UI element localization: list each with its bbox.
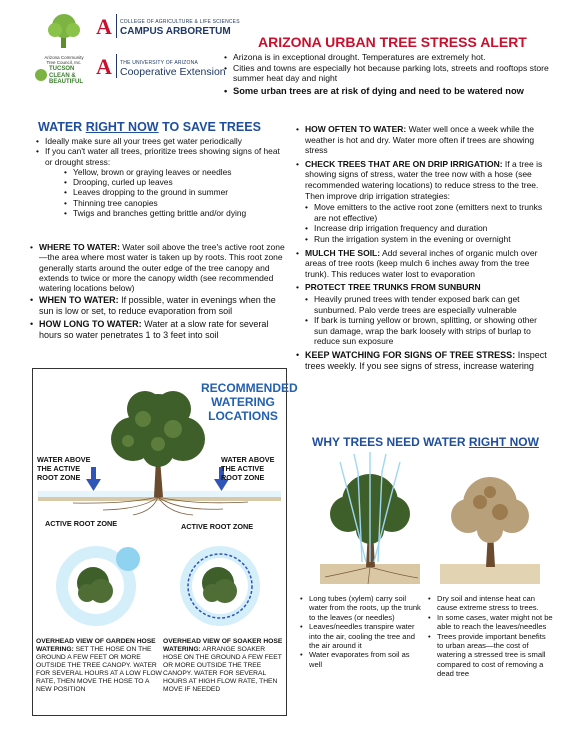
extension-small: THE UNIVERSITY OF ARIZONA [120,60,198,66]
arboretum-small: COLLEGE OF AGRICULTURE & LIFE SCIENCES [120,19,240,25]
stress-sign: • Twigs and branches getting brittle and/or dying [64,208,286,218]
how-often-item: • HOW OFTEN TO WATER: Water well once a week while the weather is hot and dry. Water more often if trees are showing stress [296,124,552,156]
stress-sign: • Drooping, curled up leaves [64,177,286,187]
extension-logo [96,52,226,80]
tree-council-name: Arizona Community Tree Council, Inc. [44,55,84,65]
water-now-item: • Ideally make sure all your trees get water periodically [36,136,286,146]
where-to-water: • WHERE TO WATER: Water soil above the tree's active root zone—the area where most water is taken up by roots. This root zone generally starts around the outer edge of the tree canopy and extends to twice or more the canopy width (see recommended watering locations below) [30,242,288,293]
arboretum-big: CAMPUS ARBORETUM [120,26,231,37]
why-title: WHY TREES NEED WATER RIGHT NOW [312,435,539,449]
right-col-list [296,124,552,372]
water-above-right: WATER ABOVE THE ACTIVE ROOT ZONE [221,455,275,482]
diagram-title: RECOMMENDED WATERING LOCATIONS [201,381,298,423]
protect-sub-item: • If bark is turning yellow or brown, splitting, or showing other sun damage, wrap the bark loosely with strips of burlap to reduce sun exposure [305,315,552,347]
why-right-list [428,594,554,679]
why-right-item: • Trees provide important benefits to urban areas—the cost of watering a stressed tree is small compared to cost of removing a dead tree [428,632,554,679]
when-to-water: • WHEN TO WATER: If possible, water in evenings when the sun is low or set, to reduce evaporation from soil [30,295,288,317]
stressed-tree [440,477,540,584]
protect-item: • PROTECT TREE TRUNKS FROM SUNBURN • Heavily pruned trees with tender exposed bark can get sunburned. Palo verde trees are especially vulnerable • If bark is turning yellow or brown, splitting, or showing other sun damage, wrap the bark loosely with strips of burlap to reduce sun exposure [296,282,552,347]
arboretum-logo [96,14,240,40]
water-now-title: WATER RIGHT NOW TO SAVE TREES [38,120,261,134]
tcb-line1: TUCSON [49,66,75,72]
soaker-hose-overhead [180,546,260,626]
root-zone-right: ACTIVE ROOT ZONE [181,522,254,531]
tree-council-logo [40,12,88,64]
how-to-water-list [30,242,288,341]
tcb-line2: CLEAN & [49,72,76,79]
drip-item: • CHECK TREES THAT ARE ON DRIP IRRIGATION: If a tree is showing signs of stress, water the tree now with a hose (see recommended watering locations) to reduce stress to the tree. Then improve drip irrigation strategies: • Move emitters to the active root zone (emitters next to trunks are not effective) • Increase drip irrigation frequency and duration • Run the irrigation system in the evening or overnight [296,159,552,245]
garden-hose-overhead [56,546,140,626]
mulch-item: • MULCH THE SOIL: Add several inches of organic mulch over areas of tree roots (keep mulch 6 inches away from the tree trunk). This reduces water lost to evaporation [296,248,552,280]
intro-item: • Cities and towns are especially hot because parking lots, streets and rooftops store summer heat day and night [224,63,554,84]
intro-list [224,52,554,96]
why-left-list [300,594,422,669]
stress-sign: • Leaves dropping to the ground in summer [64,187,286,197]
tree-logo-icon [40,12,88,50]
extension-big: Cooperative Extension [120,66,226,78]
root-zone-left: ACTIVE ROOT ZONE [45,519,118,528]
stress-sign: • Thinning tree canopies [64,198,286,208]
ua-a-icon-2: A [96,54,112,79]
water-above-left: WATER ABOVE THE ACTIVE ROOT ZONE [37,455,91,482]
drip-sub-item: • Move emitters to the active root zone (emitters next to trunks are not effective) [305,202,552,223]
stress-sign: • Yellow, brown or graying leaves or needles [64,167,286,177]
drip-sub-item: • Run the irrigation system in the evening or overnight [305,234,552,245]
why-left-item: • Leaves/needles transpire water into the air, cooling the tree and the air around it [300,622,422,650]
tcb-line3: BEAUTIFUL [49,79,83,85]
garden-hose-caption: OVERHEAD VIEW OF GARDEN HOSE WATERING: SET THE HOSE ON THE GROUND A FEW FEET OR MORE OUTSIDE THE TREE CANOPY. WATER FOR SEVERAL HOURS AT A LOW FLOW RATE, THEN MOVE THE HOSE TO A NEW POSITION [36,638,162,693]
water-now-item: • If you can't water all trees, prioritize trees showing signs of heat or drought stress: [36,146,286,167]
healthy-tree [320,452,420,584]
why-left-item: • Long tubes (xylem) carry soil water from the roots, up the trunk to the leaves (or needles) [300,594,422,622]
drip-sub-item: • Increase drip irrigation frequency and duration [305,223,552,234]
keep-watching-item: • KEEP WATCHING FOR SIGNS OF TREE STRESS: Inspect trees weekly. If you see signs of stress, increase watering [296,350,552,372]
why-left-item: • Water evaporates from soil as well [300,650,422,669]
tucson-clean-logo [34,66,94,88]
watering-diagram [32,368,298,716]
page-title: ARIZONA URBAN TREE STRESS ALERT [258,34,527,50]
tcb-leaf-icon [34,68,48,82]
soaker-hose-caption: OVERHEAD VIEW OF SOAKER HOSE WATERING: ARRANGE SOAKER HOSE ON THE GROUND A FEW FEET OR MORE OUTSIDE THE TREE CANOPY. WATER FOR SEVERAL HOURS AT HIGH FLOW RATE, THEN MOVE IF NEEDED [163,638,283,693]
water-now-section [36,136,286,218]
ua-a-icon: A [96,14,112,39]
intro-item: • Arizona is in exceptional drought. Temperatures are extremely hot. [224,52,554,63]
why-right-item: • In some cases, water might not be able to reach the leaves/needles [428,613,554,632]
protect-sub-item: • Heavily pruned trees with tender exposed bark can get sunburned. Palo verde trees are especially vulnerable [305,294,552,315]
why-right-item: • Dry soil and intense heat can cause extreme stress to trees. [428,594,554,613]
why-illustration [300,452,556,587]
how-long-to-water: • HOW LONG TO WATER: Water at a slow rate for several hours so water penetrates 1 to 3 feet into soil [30,319,288,341]
intro-item-emphasis: • Some urban trees are at risk of dying and need to be watered now [224,86,554,97]
